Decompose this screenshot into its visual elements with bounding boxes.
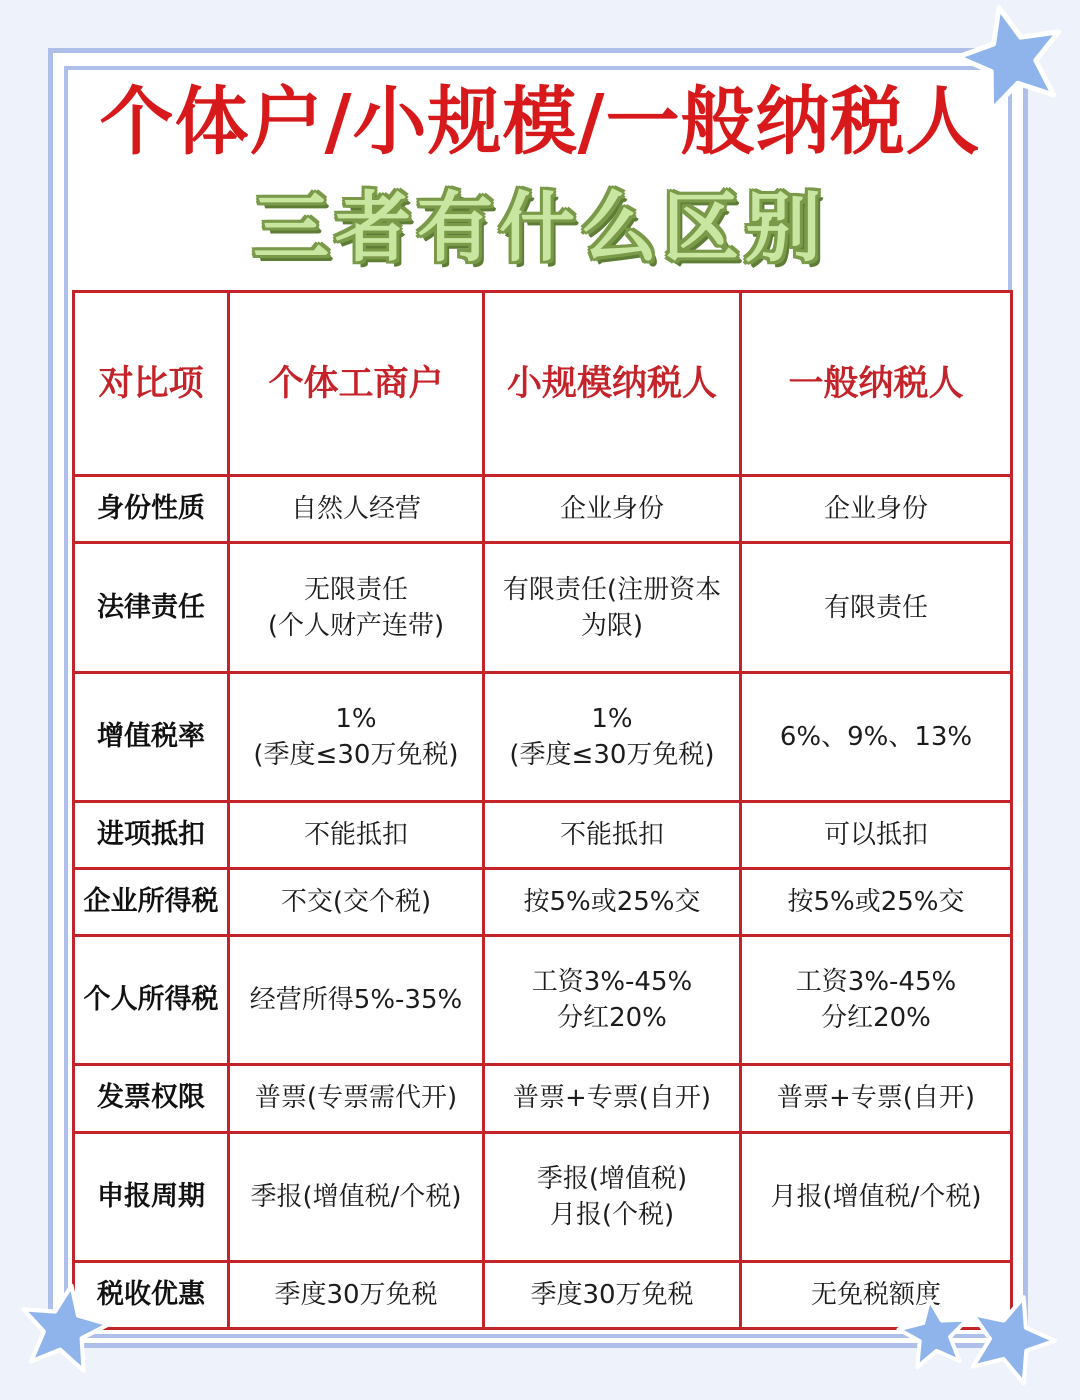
- cell-text-line: 1%: [335, 703, 377, 734]
- cell-text-line: 普票+专票(自开): [776, 1083, 976, 1114]
- table-body: [74, 476, 1012, 1329]
- cell-text-line: 自然人经营: [290, 494, 421, 525]
- table-cell: [484, 1132, 741, 1261]
- table-cell: [741, 476, 1012, 543]
- row-header-cell: 发票权限: [74, 1065, 229, 1132]
- row-header-cell: 法律责任: [74, 543, 229, 672]
- table-cell: [484, 672, 741, 801]
- header-cell-compare-item: 对比项: [74, 292, 229, 476]
- table-row: [74, 869, 1012, 936]
- table-row: [74, 801, 1012, 868]
- star-icon: [950, 0, 1070, 120]
- cell-text-line: 为限): [580, 610, 644, 641]
- table-cell: [229, 869, 484, 936]
- cell-text-line: 工资3%-45%: [795, 967, 957, 998]
- table-cell: [741, 936, 1012, 1065]
- table-cell: [741, 1132, 1012, 1261]
- table-cell: [484, 936, 741, 1065]
- cell-text-line: 月报(个税): [549, 1199, 675, 1230]
- table-cell: [741, 672, 1012, 801]
- table-row: [74, 936, 1012, 1065]
- cell-text-line: 有限责任(注册资本: [502, 574, 722, 605]
- table-cell: [229, 936, 484, 1065]
- table-row: [74, 1065, 1012, 1132]
- cell-text-line: 季报(增值税): [536, 1163, 688, 1194]
- table-cell: [741, 543, 1012, 672]
- row-header-cell: 增值税率: [74, 672, 229, 801]
- table-cell: [741, 1065, 1012, 1132]
- table-row: [74, 672, 1012, 801]
- page-title: 个体户/小规模/一般纳税人: [99, 79, 981, 165]
- cell-text-line: 企业身份: [823, 494, 928, 525]
- table-cell: [484, 543, 741, 672]
- row-header-cell: 进项抵扣: [74, 801, 229, 868]
- table-cell: [741, 801, 1012, 868]
- table-cell: [229, 476, 484, 543]
- table-cell: [484, 476, 741, 543]
- cell-text-line: 按5%或25%交: [787, 887, 965, 918]
- row-header-cell: 企业所得税: [74, 869, 229, 936]
- cell-text-line: 6%、9%、13%: [779, 721, 973, 752]
- table-row: [74, 476, 1012, 543]
- cell-text-line: 季度30万免税: [274, 1279, 438, 1310]
- cell-text-line: 普票+专票(自开): [512, 1083, 712, 1114]
- cell-text-line: 无限责任: [303, 574, 408, 605]
- table-cell: [741, 869, 1012, 936]
- row-header-cell: 申报周期: [74, 1132, 229, 1261]
- cell-text-line: 可以抵扣: [823, 819, 928, 850]
- cell-text-line: 分红20%: [821, 1003, 931, 1034]
- table-row: [74, 1132, 1012, 1261]
- table-cell: [229, 543, 484, 672]
- header-cell-small-scale-taxpayer: 小规模纳税人: [484, 292, 741, 476]
- cell-text-line: 不能抵扣: [559, 819, 664, 850]
- header-cell-general-taxpayer: 一般纳税人: [741, 292, 1012, 476]
- cell-text-line: 不能抵扣: [303, 819, 408, 850]
- cell-text-line: 无免税额度: [810, 1279, 941, 1310]
- row-header-cell: 税收优惠: [74, 1261, 229, 1328]
- cell-text-line: 分红20%: [557, 1003, 667, 1034]
- table-cell: [484, 1065, 741, 1132]
- cell-text-line: 有限责任: [823, 592, 928, 623]
- cell-text-line: (个人财产连带): [267, 610, 445, 641]
- star-icon: [958, 1290, 1058, 1390]
- table-header-row: [74, 292, 1012, 476]
- table-cell: [229, 801, 484, 868]
- star-icon: [12, 1280, 112, 1380]
- cell-text-line: 普票(专票需代开): [254, 1083, 458, 1114]
- comparison-table: [72, 290, 1013, 1330]
- cell-text-line: 月报(增值税/个税): [770, 1181, 982, 1212]
- table-cell: [229, 1065, 484, 1132]
- row-header-cell: 身份性质: [74, 476, 229, 543]
- cell-text-line: 季报(增值税/个税): [250, 1181, 462, 1212]
- cell-text-line: 企业身份: [559, 494, 664, 525]
- page-subtitle: 三者有什么区别: [253, 183, 827, 272]
- cell-text-line: 经营所得5%-35%: [249, 985, 463, 1016]
- table-cell: [484, 869, 741, 936]
- cell-text-line: 不交(交个税): [280, 887, 432, 918]
- cell-text-line: 1%: [591, 703, 633, 734]
- table-cell: [484, 1261, 741, 1328]
- table-row: [74, 543, 1012, 672]
- cell-text-line: 按5%或25%交: [523, 887, 701, 918]
- cell-text-line: (季度≤30万免税): [509, 739, 715, 770]
- table-cell: [229, 672, 484, 801]
- cell-text-line: (季度≤30万免税): [253, 739, 459, 770]
- cell-text-line: 季度30万免税: [530, 1279, 694, 1310]
- header-cell-individual-business: 个体工商户: [229, 292, 484, 476]
- table-cell: [484, 801, 741, 868]
- cell-text-line: 工资3%-45%: [531, 967, 693, 998]
- table-cell: [229, 1261, 484, 1328]
- table-cell: [229, 1132, 484, 1261]
- row-header-cell: 个人所得税: [74, 936, 229, 1065]
- table-row: [74, 1261, 1012, 1328]
